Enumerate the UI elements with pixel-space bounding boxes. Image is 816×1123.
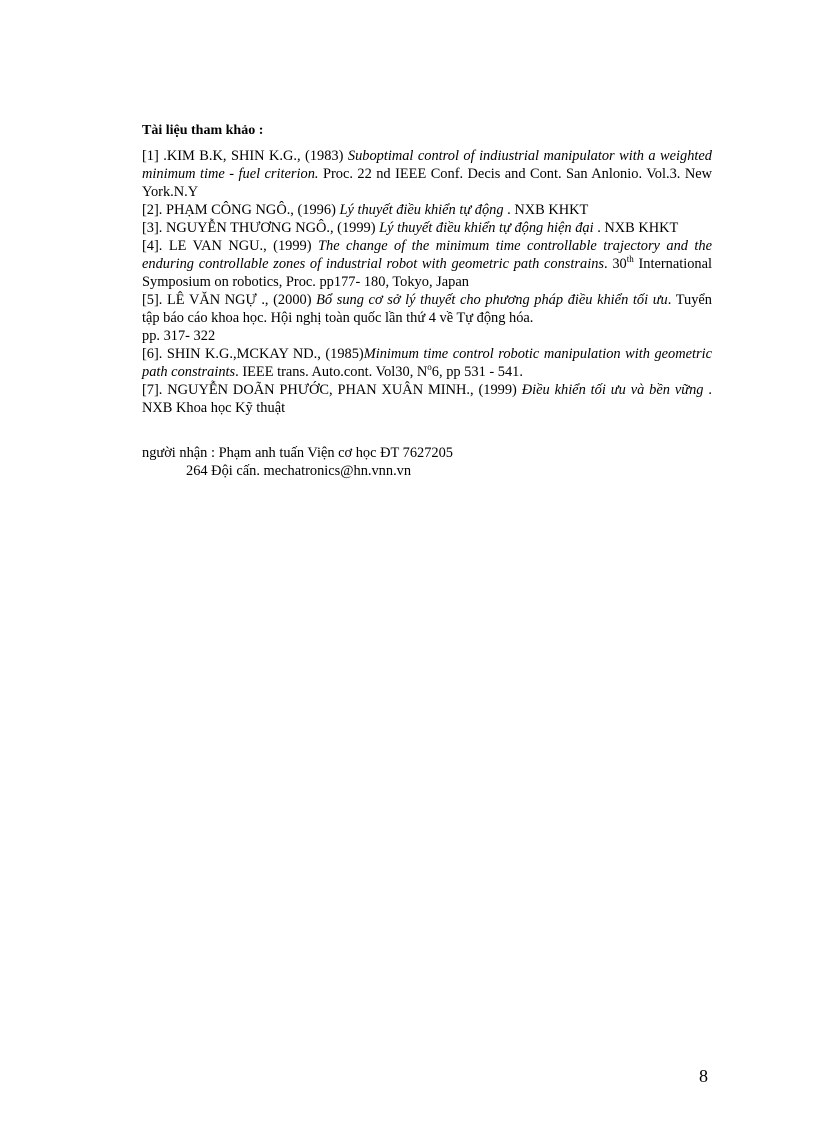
reference-1-lead: [1] .KIM B.K, SHIN K.G., (1983) bbox=[142, 148, 348, 164]
reference-6-lead: [6]. SHIN K.G.,MCKAY ND., (1985) bbox=[142, 346, 364, 362]
recipient-line-1: người nhận : Phạm anh tuấn Viện cơ học ĐT 7627205 bbox=[142, 445, 453, 461]
reference-item-3 bbox=[142, 219, 712, 237]
reference-2-title: Lý thuyết điều khiển tự động bbox=[339, 202, 504, 218]
reference-5-title: Bổ sung cơ sở lý thuyết cho phương pháp điều khiển tối ưu bbox=[316, 292, 668, 308]
recipient-block bbox=[142, 444, 453, 480]
reference-2-tail: . NXB KHKT bbox=[503, 202, 589, 218]
reference-6-superscript: o bbox=[427, 362, 432, 373]
reference-6-mid: . IEEE trans. Auto.cont. Vol30, N bbox=[235, 364, 428, 380]
reference-5-tail: . Tuyển tập báo cáo khoa học. Hội nghị toàn quốc lần thứ 4 về Tự động hóa. bbox=[142, 292, 712, 326]
reference-4-mid: . 30 bbox=[604, 256, 627, 272]
reference-3-title: Lý thuyết điều khiển tự động hiện đại bbox=[379, 220, 594, 236]
reference-5-lead: [5]. LÊ VĂN NGỰ ., (2000) bbox=[142, 292, 317, 308]
reference-1-title: Suboptimal control of indiustrial manipulator with a weighted minimum time - fuel criterion. bbox=[142, 148, 713, 182]
reference-item-1 bbox=[142, 147, 712, 201]
references-heading: Tài liệu tham khảo : bbox=[142, 123, 264, 138]
reference-item-7 bbox=[142, 381, 712, 417]
reference-1-tail: Proc. 22 nd IEEE Conf. Decis and Cont. San Anlonio. Vol.3. New York.N.Y bbox=[142, 166, 712, 200]
reference-7-lead: [7]. NGUYỄN DOÃN PHƯỚC, PHAN XUÂN MINH., (1999) bbox=[142, 382, 522, 398]
reference-7-tail: . NXB Khoa học Kỹ thuật bbox=[142, 382, 712, 416]
reference-3-tail: . NXB KHKT bbox=[593, 220, 679, 236]
reference-4-tail: International Symposium on robotics, Proc. pp177- 180, Tokyo, Japan bbox=[142, 256, 712, 290]
reference-4-superscript: th bbox=[626, 254, 634, 265]
reference-item-5-pages: pp. 317- 322 bbox=[142, 328, 216, 344]
reference-2-lead: [2]. PHẠM CÔNG NGÔ., (1996) bbox=[142, 202, 340, 218]
page-number: 8 bbox=[699, 1066, 708, 1086]
reference-6-title: Minimum time control robotic manipulation with geometric path constraints bbox=[142, 346, 712, 380]
reference-6-tail: 6, pp 531 - 541. bbox=[431, 364, 523, 380]
reference-item-6 bbox=[142, 345, 712, 381]
reference-4-title: The change of the minimum time controllable trajectory and the enduring controllable zones of industrial robot with geometric path constrains bbox=[142, 238, 713, 272]
reference-7-title: Điều khiển tối ưu và bền vững bbox=[521, 382, 704, 398]
reference-item-2 bbox=[142, 201, 712, 219]
reference-4-lead: [4]. LE VAN NGU., (1999) bbox=[142, 238, 318, 254]
reference-3-lead: [3]. NGUYỄN THƯƠNG NGÔ., (1999) bbox=[142, 220, 380, 236]
reference-item-5 bbox=[142, 291, 712, 327]
reference-list bbox=[142, 147, 712, 417]
reference-item-4 bbox=[142, 237, 712, 291]
recipient-line-2: 264 Đội cấn. mechatronics@hn.vnn.vn bbox=[186, 463, 412, 479]
